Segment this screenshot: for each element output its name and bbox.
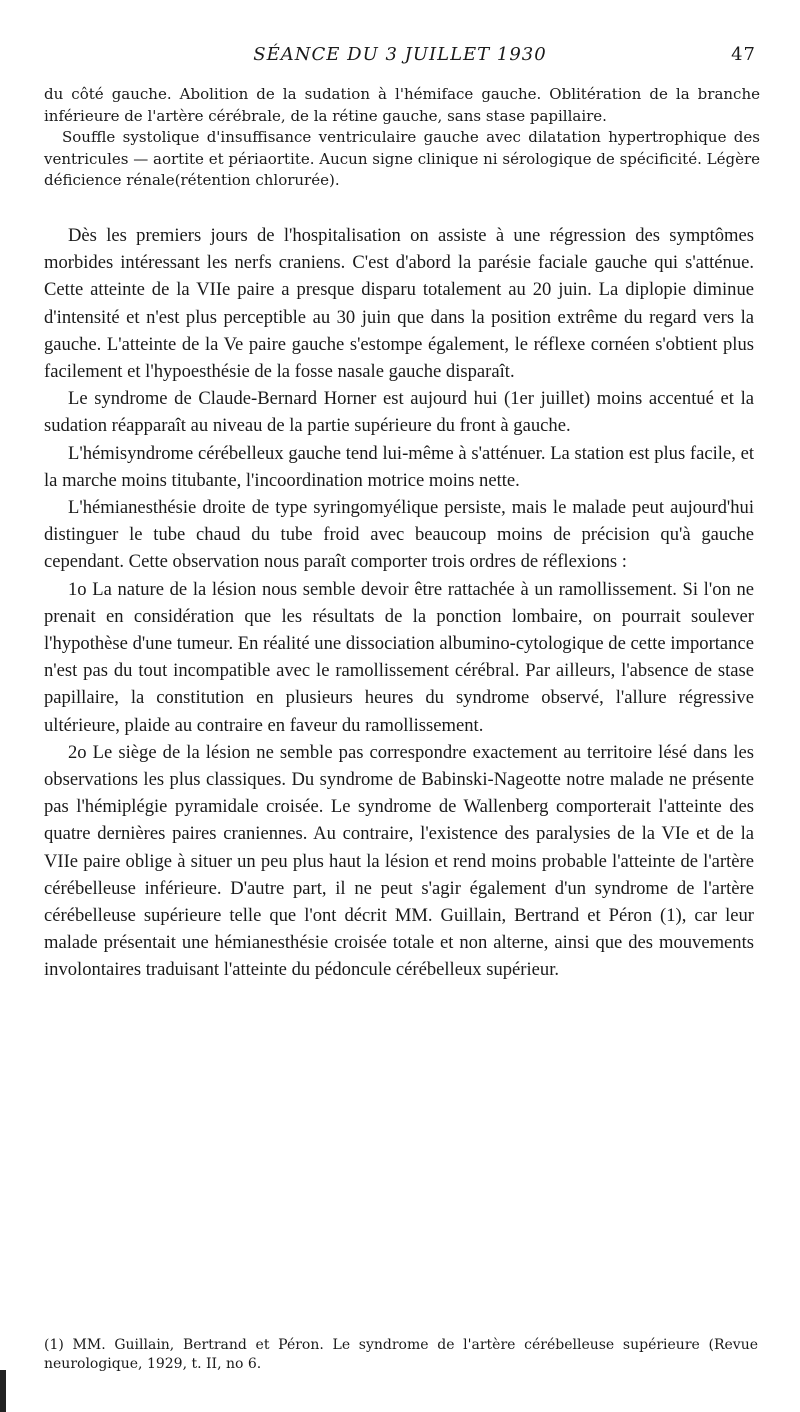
body-paragraph: L'hémianesthésie droite de type syringomyélique persiste, mais le malade peut aujourd'hui distinguer le tube chaud du tube froid avec beaucoup moins de précision qu'à gauche cependant. Cette observation nous paraît comporter trois ordres de réflexions :: [44, 497, 754, 573]
case-note-paragraph: du côté gauche. Abolition de la sudation à l'hémiface gauche. Oblitération de la branche inférieure de l'artère cérébrale, de la rétine gauche, sans stase papillaire.: [44, 85, 760, 125]
body-paragraph: L'hémisyndrome cérébelleux gauche tend lui-même à s'atténuer. La station est plus facile, et la marche moins titubante, l'incoordination motrice moins nette.: [44, 442, 754, 491]
case-notes: [44, 84, 760, 192]
scan-edge-mark: [0, 1370, 6, 1412]
running-header: [44, 44, 756, 74]
page-number: 47: [731, 44, 756, 65]
body-paragraph: 2o Le siège de la lésion ne semble pas correspondre exactement au territoire lésé dans les observations les plus classiques. Du syndrome de Babinski-Nageotte notre malade ne présente pas l'hémiplégie pyramidale croisée. Le syndrome de Wallenberg comporterait l'atteinte des quatre dernières paires craniennes. Au contraire, l'existence des paralysies de la VIe et de la VIIe paire oblige à situer un peu plus haut la lésion et rend moins probable l'atteinte de l'artère cérébelleuse inférieure. D'autre part, il ne peut s'agir également d'un syndrome de l'artère cérébelleuse supérieure telle que l'ont décrit MM. Guillain, Bertrand et Péron (1), car leur malade présentait une hémianesthésie croisée totale et non alterne, ainsi que des mouvements involontaires traduisant l'atteinte du pédoncule cérébelleux supérieur.: [44, 741, 754, 981]
body-paragraph: Le syndrome de Claude-Bernard Horner est aujourd hui (1er juillet) moins accentué et la sudation réapparaît au niveau de la partie supérieure du front à gauche.: [44, 388, 754, 437]
body-paragraph: 1o La nature de la lésion nous semble devoir être rattachée à un ramollissement. Si l'on ne prenait en considération que les résultats de la ponction lombaire, on pourrait soulever l'hypothèse d'une tumeur. En réalité une dissociation albumino-cytologique de cette importance n'est pas du tout incompatible avec le ramollissement cérébral. Par ailleurs, l'absence de stase papillaire, la constitution en plusieurs heures du syndrome observé, l'allure régressive ultérieure, plaide au contraire en faveur du ramollissement.: [44, 578, 754, 736]
footnote: (1) MM. Guillain, Bertrand et Péron. Le syndrome de l'artère cérébelleuse supérieure (Revue neurologique, 1929, t. II, no 6.: [44, 1337, 758, 1372]
case-note-paragraph: Souffle systolique d'insuffisance ventriculaire gauche avec dilatation hypertrophique des ventricules — aortite et périaortite. Aucun signe clinique ni sérologique de spécificité. Légère déficience rénale(rétention chlorurée).: [44, 128, 760, 189]
header-title: SÉANCE DU 3 JUILLET 1930: [253, 44, 547, 65]
main-text: [44, 222, 754, 984]
body-paragraph: Dès les premiers jours de l'hospitalisation on assiste à une régression des symptômes morbides intéressant les nerfs craniens. C'est d'abord la parésie faciale gauche qui s'atténue. Cette atteinte de la VIIe paire a presque disparu totalement au 20 juin. La diplopie diminue d'intensité et n'est plus perceptible au 30 juin que dans la position extrême du regard vers la gauche. L'atteinte de la Ve paire gauche s'estompe également, le réflexe cornéen s'obtient plus facilement et l'hypoesthésie de la fosse nasale gauche disparaît.: [44, 225, 754, 383]
